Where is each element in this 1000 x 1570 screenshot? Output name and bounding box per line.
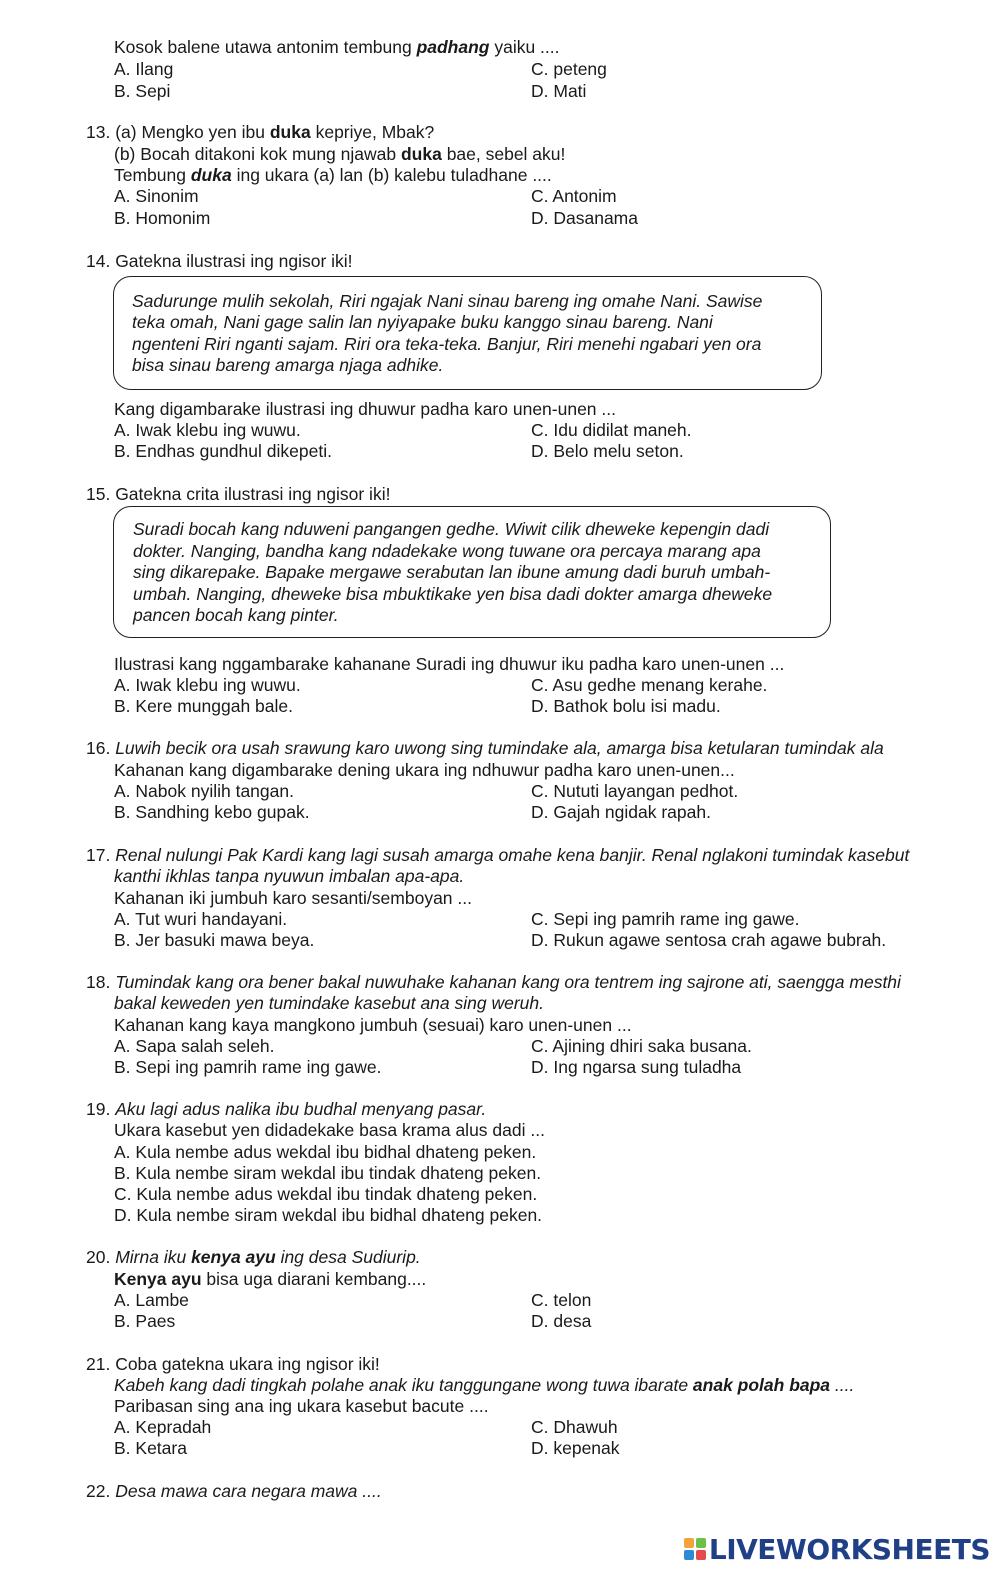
q18-stem-cont: bakal keweden yen tumindake kasebut ana sing weruh. bbox=[114, 993, 544, 1013]
q15-box-line-5: pancen bocah kang pinter. bbox=[133, 605, 339, 625]
q15-option-a[interactable]: A. Iwak klebu ing wuwu. bbox=[114, 675, 301, 695]
q15-question: Ilustrasi kang nggambarake kahanane Suradi ing dhuwur iku padha karo unen-unen ... bbox=[114, 654, 785, 674]
q19-question: Ukara kasebut yen didadekake basa krama alus dadi ... bbox=[114, 1120, 545, 1140]
q14-option-b[interactable]: B. Endhas gundhul dikepeti. bbox=[114, 441, 332, 461]
q19-stem: 19. Aku lagi adus nalika ibu budhal menyang pasar. bbox=[86, 1099, 487, 1119]
q21-question: Paribasan sing ana ing ukara kasebut bacute .... bbox=[114, 1396, 489, 1416]
q12-option-c[interactable]: C. peteng bbox=[531, 59, 607, 79]
liveworksheets-logo-text: LIVEWORKSHEETS bbox=[708, 1532, 990, 1566]
q21-option-d[interactable]: D. kepenak bbox=[531, 1438, 620, 1458]
q21-quote: Kabeh kang dadi tingkah polahe anak iku tanggungane wong tuwa ibarate anak polah bapa .... bbox=[114, 1375, 855, 1395]
q14-option-c[interactable]: C. Idu didilat maneh. bbox=[531, 420, 692, 440]
q17-option-d[interactable]: D. Rukun agawe sentosa crah agawe bubrah. bbox=[531, 930, 887, 950]
q21-option-a[interactable]: A. Kepradah bbox=[114, 1417, 212, 1437]
q14-stem: 14. Gatekna ilustrasi ing ngisor iki! bbox=[86, 251, 353, 271]
q20-option-a[interactable]: A. Lambe bbox=[114, 1290, 189, 1310]
q19-option-c[interactable]: C. Kula nembe adus wekdal ibu tindak dhateng peken. bbox=[114, 1184, 538, 1204]
q16-question: Kahanan kang digambarake dening ukara ing ndhuwur padha karo unen-unen... bbox=[114, 760, 735, 780]
q15-box-line-4: umbah. Nanging, dheweke bisa mbuktikake yen bisa dadi dokter amarga dheweke bbox=[133, 584, 773, 604]
q18-option-a[interactable]: A. Sapa salah seleh. bbox=[114, 1036, 275, 1056]
q14-option-a[interactable]: A. Iwak klebu ing wuwu. bbox=[114, 420, 301, 440]
q21-stem: 21. Coba gatekna ukara ing ngisor iki! bbox=[86, 1354, 380, 1374]
q12-option-d[interactable]: D. Mati bbox=[531, 81, 587, 101]
q14-box-line-2: teka omah, Nani gage salin lan nyiyapake buku kanggo sinau bareng. Nani bbox=[132, 312, 713, 332]
q20-option-b[interactable]: B. Paes bbox=[114, 1311, 176, 1331]
q16-option-d[interactable]: D. Gajah ngidak rapah. bbox=[531, 802, 711, 822]
q14-box-line-4: bisa sinau bareng amarga njaga adhike. bbox=[132, 355, 444, 375]
q16-option-a[interactable]: A. Nabok nyilih tangan. bbox=[114, 781, 294, 801]
q13-question: Tembung duka ing ukara (a) lan (b) kalebu tuladhane .... bbox=[114, 165, 552, 185]
q12-stem: Kosok balene utawa antonim tembung padhang yaiku .... bbox=[114, 37, 560, 57]
q13-option-b[interactable]: B. Homonim bbox=[114, 208, 211, 228]
q15-box-line-1: Suradi bocah kang nduweni pangangen gedhe. Wiwit cilik dheweke kepengin dadi bbox=[133, 519, 770, 539]
q17-stem: 17. Renal nulungi Pak Kardi kang lagi susah amarga omahe kena banjir. Renal nglakoni tumindak kasebut bbox=[86, 845, 910, 865]
q20-option-d[interactable]: D. desa bbox=[531, 1311, 592, 1331]
q20-question: Kenya ayu bisa uga diarani kembang.... bbox=[114, 1269, 427, 1289]
q17-option-c[interactable]: C. Sepi ing pamrih rame ing gawe. bbox=[531, 909, 800, 929]
liveworksheets-logo[interactable] bbox=[684, 1534, 990, 1564]
q13-line-a: 13. (a) Mengko yen ibu duka kepriye, Mbak? bbox=[86, 122, 435, 142]
q15-option-b[interactable]: B. Kere munggah bale. bbox=[114, 696, 294, 716]
q20-stem: 20. Mirna iku kenya ayu ing desa Sudiurip. bbox=[86, 1247, 421, 1267]
q12-option-a[interactable]: A. Ilang bbox=[114, 59, 174, 79]
q14-option-d[interactable]: D. Belo melu seton. bbox=[531, 441, 684, 461]
q18-question: Kahanan kang kaya mangkono jumbuh (sesuai) karo unen-unen ... bbox=[114, 1015, 632, 1035]
q21-option-b[interactable]: B. Ketara bbox=[114, 1438, 187, 1458]
q15-box-line-2: dokter. Nanging, bandha kang ndadekake wong tuwane ora percaya marang apa bbox=[133, 541, 761, 561]
q15-stem: 15. Gatekna crita ilustrasi ing ngisor iki! bbox=[86, 484, 391, 504]
liveworksheets-logo-icon bbox=[684, 1538, 706, 1560]
q14-box-line-1: Sadurunge mulih sekolah, Riri ngajak Nani sinau bareng ing omahe Nani. Sawise bbox=[132, 291, 763, 311]
q15-option-c[interactable]: C. Asu gedhe menang kerahe. bbox=[531, 675, 768, 695]
q17-question: Kahanan iki jumbuh karo sesanti/semboyan ... bbox=[114, 888, 472, 908]
q18-option-b[interactable]: B. Sepi ing pamrih rame ing gawe. bbox=[114, 1057, 382, 1077]
q16-stem: 16. Luwih becik ora usah srawung karo uwong sing tumindake ala, amarga bisa ketularan tumindak ala bbox=[86, 738, 884, 758]
q14-box-line-3: ngenteni Riri nganti sajam. Riri ora teka-teka. Banjur, Riri menehi ngabari yen ora bbox=[132, 334, 762, 354]
q17-option-a[interactable]: A. Tut wuri handayani. bbox=[114, 909, 288, 929]
q16-option-b[interactable]: B. Sandhing kebo gupak. bbox=[114, 802, 310, 822]
q17-stem-cont: kanthi ikhlas tanpa nyuwun imbalan apa-apa. bbox=[114, 866, 465, 886]
q16-option-c[interactable]: C. Nututi layangan pedhot. bbox=[531, 781, 739, 801]
q13-option-a[interactable]: A. Sinonim bbox=[114, 186, 199, 206]
q17-option-b[interactable]: B. Jer basuki mawa beya. bbox=[114, 930, 315, 950]
q13-option-d[interactable]: D. Dasanama bbox=[531, 208, 638, 228]
q15-option-d[interactable]: D. Bathok bolu isi madu. bbox=[531, 696, 721, 716]
q15-box-line-3: sing dikarepake. Bapake mergawe serabutan lan ibune amung dadi buruh umbah- bbox=[133, 562, 771, 582]
q18-option-c[interactable]: C. Ajining dhiri saka busana. bbox=[531, 1036, 752, 1056]
q22-stem: 22. Desa mawa cara negara mawa .... bbox=[86, 1481, 382, 1501]
q19-option-b[interactable]: B. Kula nembe siram wekdal ibu tindak dhateng peken. bbox=[114, 1163, 542, 1183]
q18-stem: 18. Tumindak kang ora bener bakal nuwuhake kahanan kang ora tentrem ing sajrone ati, saengga mesthi bbox=[86, 972, 901, 992]
q19-option-a[interactable]: A. Kula nembe adus wekdal ibu bidhal dhateng peken. bbox=[114, 1142, 537, 1162]
q14-question: Kang digambarake ilustrasi ing dhuwur padha karo unen-unen ... bbox=[114, 399, 616, 419]
q20-option-c[interactable]: C. telon bbox=[531, 1290, 592, 1310]
q18-option-d[interactable]: D. Ing ngarsa sung tuladha bbox=[531, 1057, 742, 1077]
q21-option-c[interactable]: C. Dhawuh bbox=[531, 1417, 618, 1437]
q13-option-c[interactable]: C. Antonim bbox=[531, 186, 617, 206]
q19-option-d[interactable]: D. Kula nembe siram wekdal ibu bidhal dhateng peken. bbox=[114, 1205, 543, 1225]
q12-option-b[interactable]: B. Sepi bbox=[114, 81, 171, 101]
q13-line-b: (b) Bocah ditakoni kok mung njawab duka bae, sebel aku! bbox=[114, 144, 566, 164]
